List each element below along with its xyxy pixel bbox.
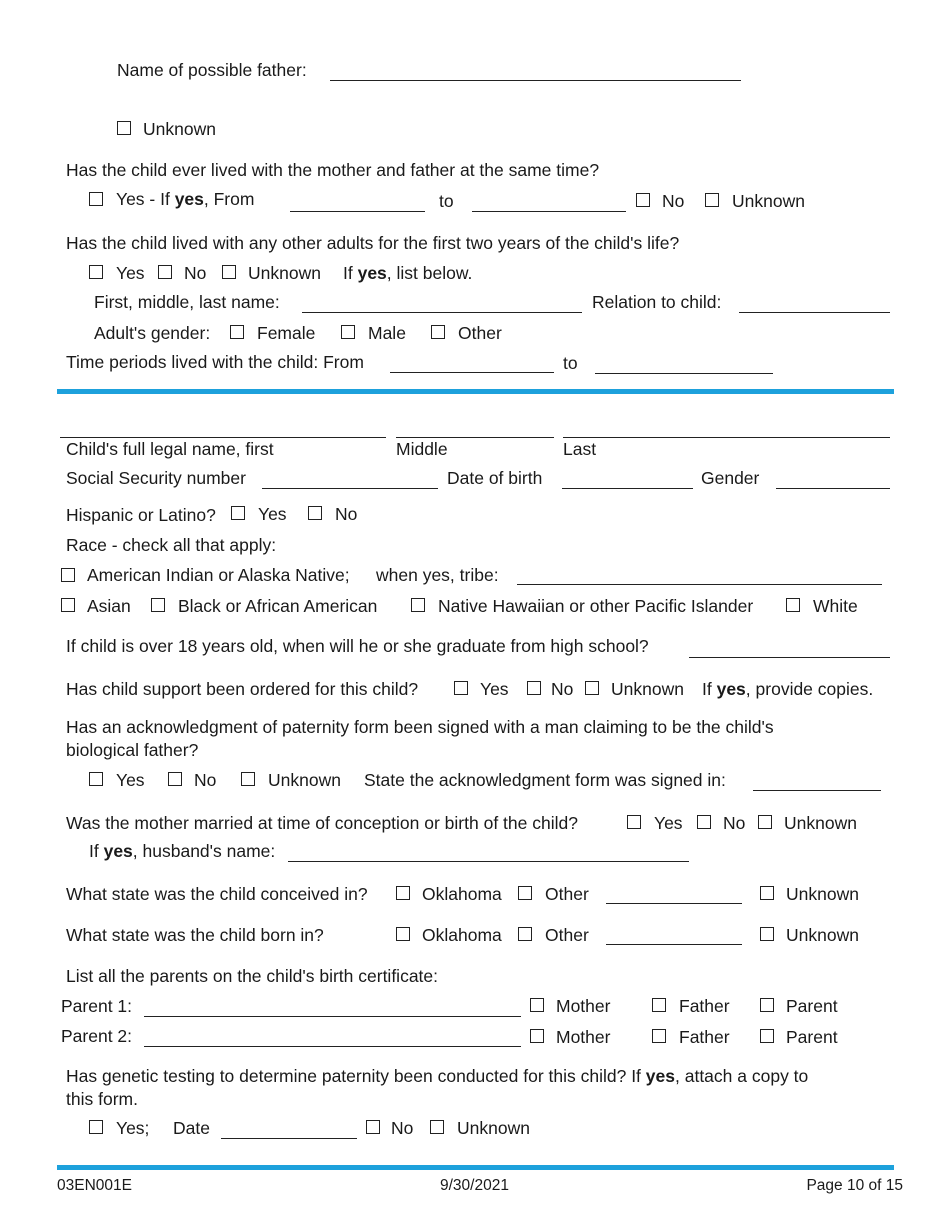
- tribe-label: when yes, tribe:: [376, 565, 499, 585]
- born-other-label: Other: [545, 925, 589, 945]
- lived-both-no-checkbox[interactable]: [636, 193, 650, 207]
- parent1-parent-label: Parent: [786, 996, 838, 1016]
- adult-relation-field[interactable]: [739, 312, 890, 313]
- lived-both-from-field[interactable]: [290, 211, 425, 212]
- conceived-question: What state was the child conceived in?: [66, 884, 368, 904]
- support-unknown-label: Unknown: [611, 679, 684, 699]
- lived-both-to-label: to: [439, 191, 454, 211]
- support-yes-checkbox[interactable]: [454, 681, 468, 695]
- ssn-label: Social Security number: [66, 468, 246, 488]
- child-first-name-field[interactable]: [60, 437, 386, 438]
- parent2-father-checkbox[interactable]: [652, 1029, 666, 1043]
- race-ai-label: American Indian or Alaska Native;: [87, 565, 350, 585]
- other-adults-no-label: No: [184, 263, 207, 283]
- lived-both-question: Has the child ever lived with the mother and father at the same time?: [66, 160, 600, 180]
- time-to-label: to: [563, 353, 578, 373]
- child-middle-name-label: Middle: [396, 439, 448, 459]
- lived-both-unknown-label: Unknown: [732, 191, 805, 211]
- race-asian-label: Asian: [87, 596, 131, 616]
- married-question: Was the mother married at time of conception or birth of the child?: [66, 813, 578, 833]
- support-if-yes-note: If yes, provide copies.: [702, 679, 874, 699]
- born-question: What state was the child born in?: [66, 925, 324, 945]
- footer-form-id: 03EN001E: [57, 1177, 132, 1194]
- conceived-other-field[interactable]: [606, 903, 742, 904]
- support-no-label: No: [551, 679, 574, 699]
- child-middle-name-field[interactable]: [396, 437, 554, 438]
- conceived-oklahoma-checkbox[interactable]: [396, 886, 410, 900]
- lived-both-unknown-checkbox[interactable]: [705, 193, 719, 207]
- race-black-label: Black or African American: [178, 596, 378, 616]
- race-nh-checkbox[interactable]: [411, 598, 425, 612]
- support-yes-label: Yes: [480, 679, 509, 699]
- parent2-label: Parent 2:: [61, 1026, 133, 1046]
- child-last-name-label: Last: [563, 439, 597, 459]
- other-adults-question: Has the child lived with any other adults for the first two years of the child's life?: [66, 233, 680, 253]
- ack-yes-checkbox[interactable]: [89, 772, 103, 786]
- lived-both-no-label: No: [662, 191, 685, 211]
- graduate-field[interactable]: [689, 657, 890, 658]
- parent1-field[interactable]: [144, 1016, 521, 1017]
- conceived-oklahoma-label: Oklahoma: [422, 884, 502, 904]
- child-last-name-field[interactable]: [563, 437, 890, 438]
- ack-unknown-checkbox[interactable]: [241, 772, 255, 786]
- genetic-yes-checkbox[interactable]: [89, 1120, 103, 1134]
- hispanic-yes-label: Yes: [258, 504, 287, 524]
- parent2-parent-checkbox[interactable]: [760, 1029, 774, 1043]
- child-gender-label: Gender: [701, 468, 760, 488]
- lived-both-yes-label: Yes - If yes, From: [116, 189, 255, 209]
- ack-question-line2: biological father?: [66, 740, 199, 760]
- parent1-father-label: Father: [679, 996, 730, 1016]
- genetic-question-line2: this form.: [66, 1089, 138, 1109]
- ack-yes-label: Yes: [116, 770, 145, 790]
- married-unknown-label: Unknown: [784, 813, 857, 833]
- race-white-label: White: [813, 596, 858, 616]
- husband-name-label: If yes, husband's name:: [89, 841, 276, 861]
- parent2-parent-label: Parent: [786, 1027, 838, 1047]
- ack-unknown-label: Unknown: [268, 770, 341, 790]
- time-from-field[interactable]: [390, 372, 554, 373]
- race-nh-label: Native Hawaiian or other Pacific Islander: [438, 596, 754, 616]
- born-other-checkbox[interactable]: [518, 927, 532, 941]
- other-adults-unknown-checkbox[interactable]: [222, 265, 236, 279]
- genetic-date-label: Date: [173, 1118, 210, 1138]
- genetic-no-checkbox[interactable]: [366, 1120, 380, 1134]
- born-oklahoma-checkbox[interactable]: [396, 927, 410, 941]
- conceived-other-label: Other: [545, 884, 589, 904]
- support-question: Has child support been ordered for this child?: [66, 679, 419, 699]
- ack-state-field[interactable]: [753, 790, 881, 791]
- child-gender-field[interactable]: [776, 488, 890, 489]
- lived-both-yes-checkbox[interactable]: [89, 192, 103, 206]
- adult-name-label: First, middle, last name:: [94, 292, 280, 312]
- other-adults-unknown-label: Unknown: [248, 263, 321, 283]
- parent2-father-label: Father: [679, 1027, 730, 1047]
- genetic-question-line1: Has genetic testing to determine paternity been conducted for this child? If yes, attach a copy to: [66, 1066, 809, 1086]
- father-unknown-label: Unknown: [143, 119, 216, 139]
- hispanic-no-checkbox[interactable]: [308, 506, 322, 520]
- conceived-other-checkbox[interactable]: [518, 886, 532, 900]
- adult-relation-label: Relation to child:: [592, 292, 722, 312]
- tribe-field[interactable]: [517, 584, 882, 585]
- born-oklahoma-label: Oklahoma: [422, 925, 502, 945]
- race-ai-checkbox[interactable]: [61, 568, 75, 582]
- race-asian-checkbox[interactable]: [61, 598, 75, 612]
- father-name-label: Name of possible father:: [117, 60, 307, 80]
- parent2-mother-checkbox[interactable]: [530, 1029, 544, 1043]
- ack-no-label: No: [194, 770, 217, 790]
- ack-no-checkbox[interactable]: [168, 772, 182, 786]
- other-adults-yes-checkbox[interactable]: [89, 265, 103, 279]
- parent2-field[interactable]: [144, 1046, 521, 1047]
- married-yes-label: Yes: [654, 813, 683, 833]
- genetic-no-label: No: [391, 1118, 414, 1138]
- other-adults-no-checkbox[interactable]: [158, 265, 172, 279]
- parent1-mother-label: Mother: [556, 996, 611, 1016]
- ssn-field[interactable]: [262, 488, 438, 489]
- married-unknown-checkbox[interactable]: [758, 815, 772, 829]
- hispanic-label: Hispanic or Latino?: [66, 505, 216, 525]
- race-black-checkbox[interactable]: [151, 598, 165, 612]
- genetic-unknown-label: Unknown: [457, 1118, 530, 1138]
- adult-male-checkbox[interactable]: [341, 325, 355, 339]
- parent1-father-checkbox[interactable]: [652, 998, 666, 1012]
- other-adults-if-yes-note: If yes, list below.: [343, 263, 473, 283]
- genetic-date-field[interactable]: [221, 1138, 357, 1139]
- conceived-unknown-checkbox[interactable]: [760, 886, 774, 900]
- parent2-mother-label: Mother: [556, 1027, 611, 1047]
- footer-page-number: Page 10 of 15: [806, 1177, 903, 1194]
- adult-male-label: Male: [368, 323, 406, 343]
- footer-date: 9/30/2021: [440, 1177, 509, 1194]
- dob-field[interactable]: [562, 488, 693, 489]
- race-white-checkbox[interactable]: [786, 598, 800, 612]
- section-divider-top: [57, 389, 894, 394]
- married-yes-checkbox[interactable]: [627, 815, 641, 829]
- husband-name-field[interactable]: [288, 861, 689, 862]
- parent1-label: Parent 1:: [61, 996, 133, 1016]
- adult-other-checkbox[interactable]: [431, 325, 445, 339]
- genetic-yes-label: Yes;: [116, 1118, 150, 1138]
- support-unknown-checkbox[interactable]: [585, 681, 599, 695]
- married-no-label: No: [723, 813, 746, 833]
- conceived-unknown-label: Unknown: [786, 884, 859, 904]
- genetic-unknown-checkbox[interactable]: [430, 1120, 444, 1134]
- parents-question: List all the parents on the child's birth certificate:: [66, 966, 439, 986]
- support-no-checkbox[interactable]: [527, 681, 541, 695]
- adult-name-field[interactable]: [302, 312, 582, 313]
- adult-female-checkbox[interactable]: [230, 325, 244, 339]
- parent1-parent-checkbox[interactable]: [760, 998, 774, 1012]
- graduate-question: If child is over 18 years old, when will he or she graduate from high school?: [66, 636, 649, 656]
- hispanic-no-label: No: [335, 504, 358, 524]
- race-label: Race - check all that apply:: [66, 535, 277, 555]
- ack-state-label: State the acknowledgment form was signed in:: [364, 770, 726, 790]
- parent1-mother-checkbox[interactable]: [530, 998, 544, 1012]
- child-first-name-label: Child's full legal name, first: [66, 439, 274, 459]
- born-unknown-checkbox[interactable]: [760, 927, 774, 941]
- time-periods-label: Time periods lived with the child: From: [66, 352, 364, 372]
- adult-female-label: Female: [257, 323, 316, 343]
- other-adults-yes-label: Yes: [116, 263, 145, 283]
- lived-both-to-field[interactable]: [472, 211, 626, 212]
- ack-question-line1: Has an acknowledgment of paternity form been signed with a man claiming to be the child's: [66, 717, 774, 737]
- time-to-field[interactable]: [595, 373, 773, 374]
- section-divider-bottom: [57, 1165, 894, 1170]
- father-name-field[interactable]: [330, 80, 741, 81]
- adult-gender-label: Adult's gender:: [94, 323, 211, 343]
- born-unknown-label: Unknown: [786, 925, 859, 945]
- adult-other-label: Other: [458, 323, 502, 343]
- father-unknown-checkbox[interactable]: [117, 121, 131, 135]
- hispanic-yes-checkbox[interactable]: [231, 506, 245, 520]
- born-other-field[interactable]: [606, 944, 742, 945]
- dob-label: Date of birth: [447, 468, 543, 488]
- married-no-checkbox[interactable]: [697, 815, 711, 829]
